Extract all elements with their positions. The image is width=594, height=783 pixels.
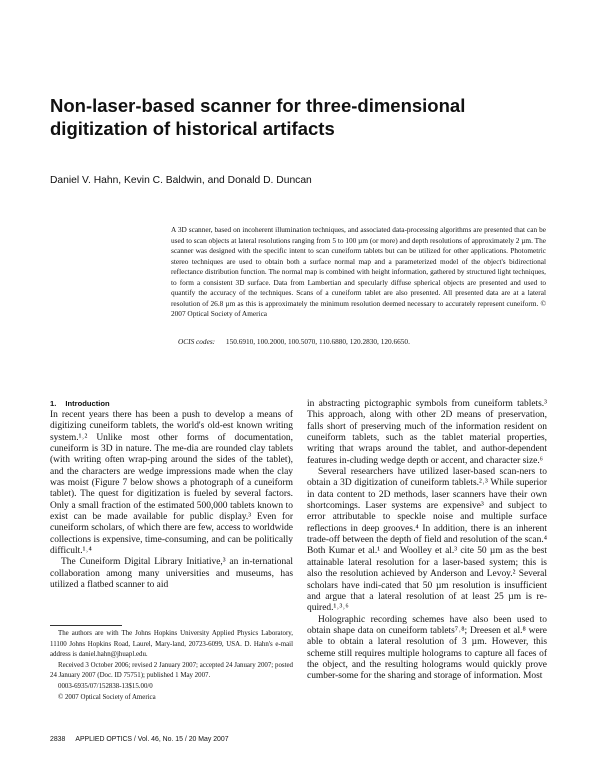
issn-note: 0003-6935/07/152838-13$15.00/0 — [58, 682, 153, 690]
paper-title: Non-laser-based scanner for three-dimensional digitization of historical artifacts — [50, 95, 466, 139]
footnote-divider — [50, 625, 122, 626]
paragraph: The Cuneiform Digital Library Initiative,³ an in-ternational collaboration among many universities and museums, has utilized a flatbed scanner to aid — [50, 557, 293, 591]
affiliation-note: The authors are with The Johns Hopkins University Applied Physics Laboratory, 11100 Johns Hopkins Road, Laurel, Mary-land, 20723-6099, USA. D. Hahn's e-mail address is daniel.hahn@jhuapl.edu. — [50, 630, 293, 659]
page-number: 2838 — [50, 736, 66, 743]
journal-citation: APPLIED OPTICS / Vol. 46, No. 15 / 20 May 2007 — [75, 736, 229, 743]
paragraph: Holographic recording schemes have also been used to obtain shape data on cuneiform tablets⁷˒⁸; Dreesen et al.⁸ were able to obtain a lateral resolution of 3 µm. However, this scheme still requires multiple holograms to capture all faces of the object, and the resulting holograms would quickly prove cumber-some for the sharing and storage of information. Most — [307, 614, 547, 682]
ocis-label: OCIS codes: — [178, 337, 216, 346]
body-column-right — [307, 399, 547, 683]
section-title: Introduction — [65, 399, 110, 408]
page-footer — [50, 736, 450, 743]
body-column-left — [50, 410, 293, 592]
footnotes — [50, 629, 293, 703]
abstract: A 3D scanner, based on incoherent illumination techniques, and associated data-processing algorithms are presented that can be used to scan objects at lateral resolutions ranging from 5 to 100 µm (or more) and depth resolutions of approximately 2 µm. The scanner was designed with the specific intent to scan cuneiform tablets but can be utilized for other applications. Photometric stereo techniques are used to obtain both a surface normal map and a parameterized model of the object's bidirectional reflectance distribution function. The normal map is combined with height information, gathered by structured light techniques, to form a consistent 3D surface. Data from Lambertian and specularly diffuse spherical objects are presented and used to quantify the accuracy of the techniques. Scans of a cuneiform tablet are also presented. All presented data are at a lateral resolution of 26.8 µm as this is approximately the minimum resolution deemed necessary to accurately represent cuneiform. © 2007 Optical Society of America — [171, 225, 546, 319]
paragraph: Several researchers have utilized laser-based scan-ners to obtain a 3D digitization of cuneiform tablets.²˒³ While superior in data content to 2D methods, laser scanners have their own shortcomings. Laser systems are expensive³ and subject to error attributable to speckle noise and multiple surface reflections in deep grooves.⁴ In addition, there is an inherent trade-off between the depth of field and resolution of the scan.⁴ Both Kumar et al.¹ and Woolley et al.³ cite 50 µm as the best attainable lateral resolution for a laser-based system; this is also the resolution achieved by Anderson and Levoy.² Several scholars have indi-cated that 50 µm resolution is insufficient and argue that a lateral resolution of at least 25 µm is re-quired.¹˒³˒⁶ — [307, 467, 547, 614]
copyright-note: © 2007 Optical Society of America — [58, 693, 156, 701]
paragraph: In recent years there has been a push to develop a means of digitizing cuneiform tablets, the world's old-est known writing system.¹˒² Unlike most other forms of documentation, cuneiform is 3D in nature. The me-dia are rounded clay tablets (with writing often wrap-ping around the sides of the tablet), and the characters are wedge impressions made when the clay was moist (Figure 7 below shows a photograph of a cuneiform tablet). The quest for digitization is fueled by several factors. Only a small fraction of the estimated 500,000 tablets known to exist can be made available for public display.³ Even for cuneiform scholars, of which there are few, access to worldwide collections is expensive, time-consuming, and can be politically difficult.¹˒⁴ — [50, 410, 293, 557]
section-number: 1. — [50, 399, 57, 408]
ocis-values: 150.6910, 100.2000, 100.5070, 110.6880, 120.2830, 120.6650. — [225, 337, 410, 346]
ocis-codes — [178, 337, 546, 346]
received-note: Received 3 October 2006; revised 2 January 2007; accepted 24 January 2007; posted 24 January 2007 (Doc. ID 75751); published 1 May 2007. — [50, 661, 293, 680]
paragraph: in abstracting pictographic symbols from cuneiform tablets.³ This approach, along with other 2D means of preservation, falls short of preserving much of the information resident on cuneiform tablets, such as the tablet material properties, writing that wraps around the tablet, and author-dependent features in-cluding wedge depth or accent, and character size.⁶ — [307, 399, 547, 466]
author-list: Daniel V. Hahn, Kevin C. Baldwin, and Donald D. Duncan — [50, 175, 312, 186]
section-heading — [50, 399, 110, 408]
